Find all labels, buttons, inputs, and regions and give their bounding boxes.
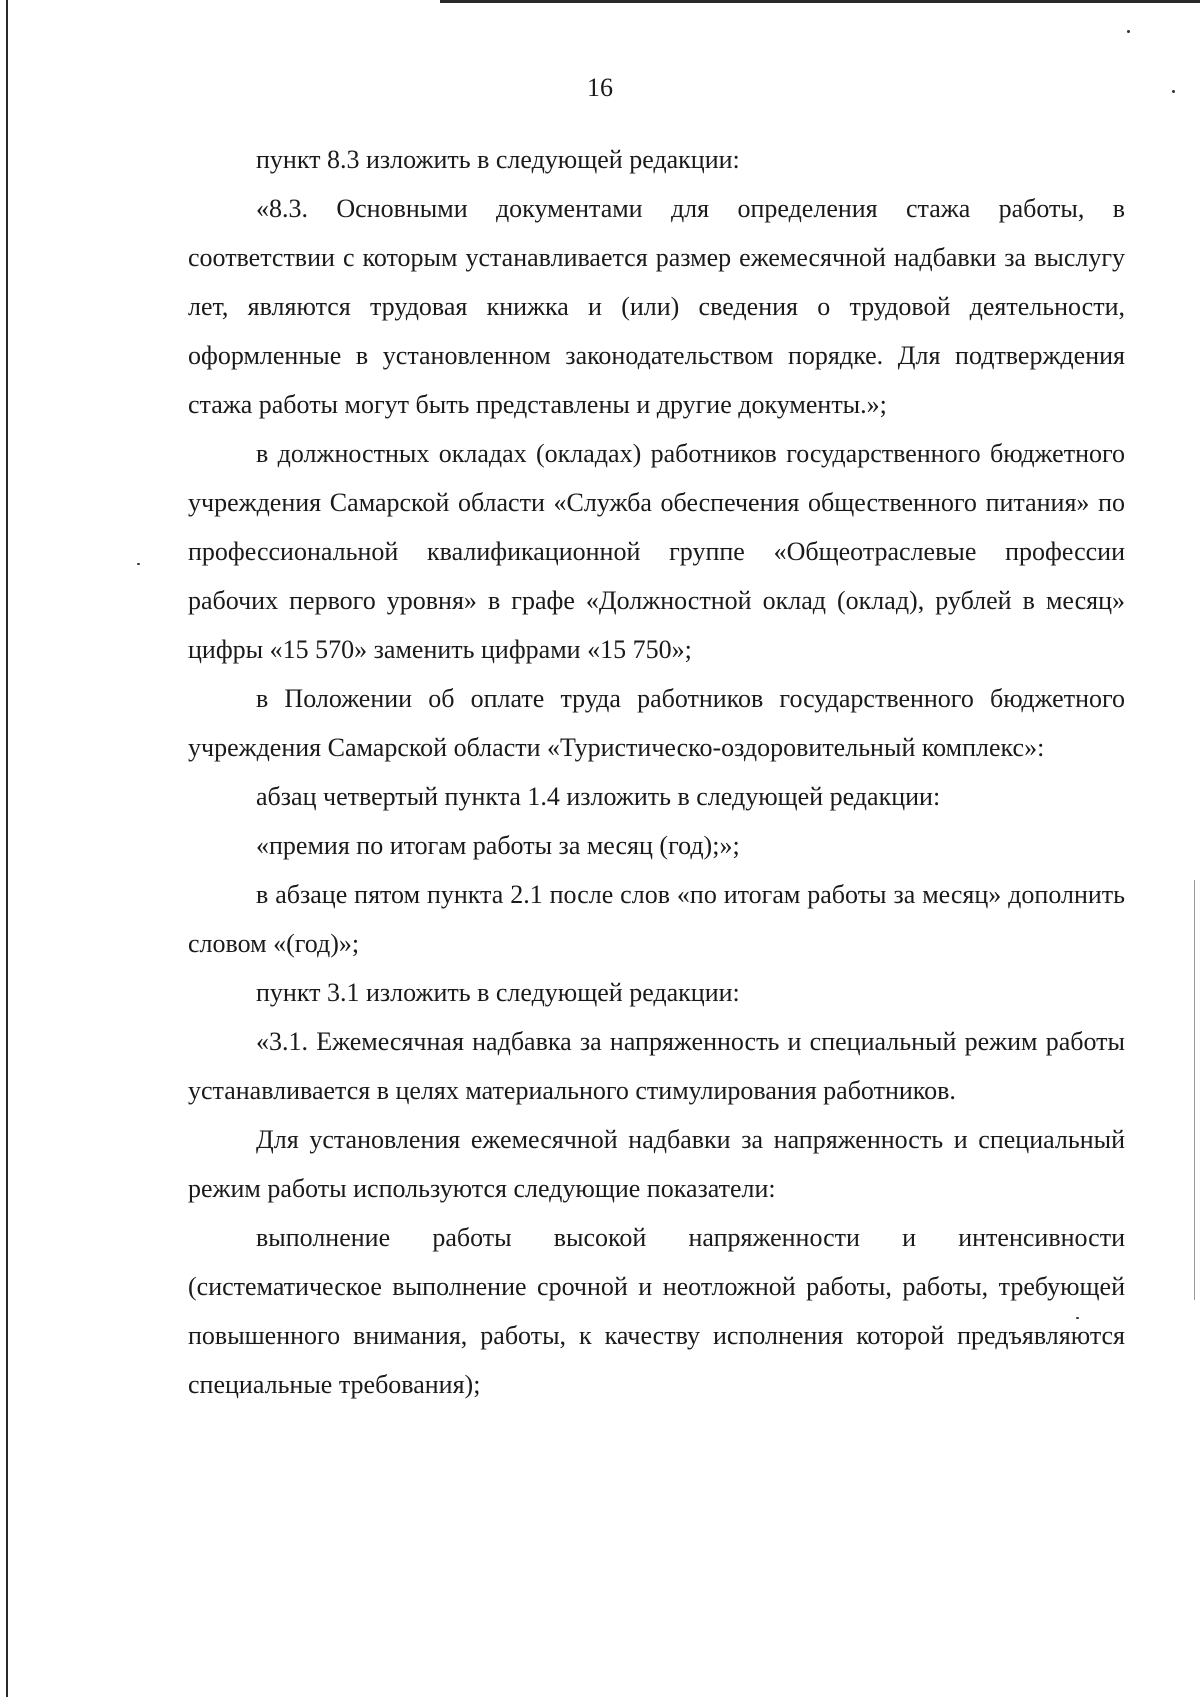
paragraph: пункт 3.1 изложить в следующей редакции: [256, 978, 740, 1007]
paragraph: выполнение работы высокой напряженности и интенсивности (систематическое выполнение срочной и неотложной работы, работы, требующей повышенного внимания, работы, к качеству исполнения которой предъявляются специальные требования); [188, 1223, 1125, 1399]
paragraph: «премия по итогам работы за месяц (год);»; [256, 831, 740, 860]
scan-speck [1127, 30, 1130, 33]
paragraph: Для установления ежемесячной надбавки за напряженность и специальный режим работы используются следующие показатели: [188, 1125, 1125, 1203]
scan-right-edge [1194, 880, 1195, 1300]
paragraph: «8.3. Основными документами для определения стажа работы, в соответствии с которым устанавливается размер ежемесячной надбавки за выслугу лет, являются трудовая книжка и (или) сведения о трудовой деятельности, оформленные в установленном законодательством порядке. Для подтверждения стажа работы могут быть представлены и другие документы.»; [188, 194, 1125, 419]
paragraph: абзац четвертый пункта 1.4 изложить в следующей редакции: [256, 782, 941, 811]
paragraph: в Положении об оплате труда работников государственного бюджетного учреждения Самарской области «Туристическо-оздоровительный комплекс»: [188, 684, 1125, 762]
document-body [188, 135, 1125, 1409]
scan-left-edge [6, 0, 8, 1697]
scan-top-edge [440, 0, 1200, 3]
paragraph: пункт 8.3 изложить в следующей редакции: [256, 145, 740, 174]
paragraph: в должностных окладах (окладах) работников государственного бюджетного учреждения Самарской области «Служба обеспечения общественного питания» по профессиональной квалификационной группе «Общеотраслевые профессии рабочих первого уровня» в графе «Должностной оклад (оклад), рублей в месяц» цифры «15 570» заменить цифрами «15 750»; [188, 439, 1125, 664]
paragraph: «3.1. Ежемесячная надбавка за напряженность и специальный режим работы устанавливается в целях материального стимулирования работников. [188, 1027, 1125, 1105]
scan-speck [137, 563, 140, 565]
paragraph: в абзаце пятом пункта 2.1 после слов «по итогам работы за месяц» дополнить словом «(год)»; [188, 880, 1125, 958]
page-number: 16 [587, 73, 613, 102]
